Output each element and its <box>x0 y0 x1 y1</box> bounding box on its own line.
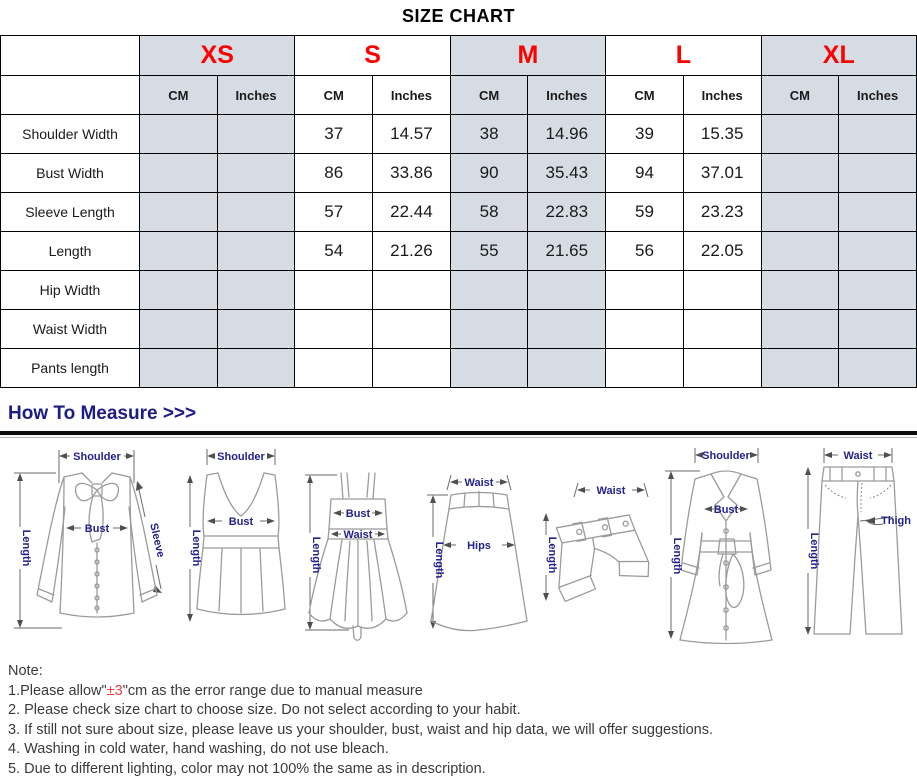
dress-outline <box>309 473 407 640</box>
pants-outline <box>814 467 902 634</box>
size-value-cell <box>606 310 684 349</box>
corner-cell <box>1 36 140 76</box>
notes-heading: Note: <box>8 662 909 682</box>
size-value-cell: 59 <box>606 193 684 232</box>
size-value-cell <box>839 115 917 154</box>
size-value-cell <box>839 193 917 232</box>
row-label: Shoulder Width <box>1 115 140 154</box>
size-value-cell <box>140 310 218 349</box>
size-value-cell <box>683 349 761 388</box>
size-value-cell <box>839 271 917 310</box>
size-value-cell <box>839 349 917 388</box>
size-value-cell: 37.01 <box>683 154 761 193</box>
size-value-cell <box>295 349 373 388</box>
size-value-cell <box>295 271 373 310</box>
dress-waist-label: Waist <box>344 529 373 541</box>
corner-cell <box>1 76 140 115</box>
size-value-cell: 33.86 <box>373 154 451 193</box>
note-item-5: 5. Due to different lighting, color may not 100% the same as in description. <box>8 760 909 779</box>
size-value-cell <box>217 232 295 271</box>
coat-length-label: Length <box>671 538 683 575</box>
size-value-cell <box>839 232 917 271</box>
size-value-cell <box>528 310 606 349</box>
row-label: Bust Width <box>1 154 140 193</box>
shorts-outline <box>548 512 653 602</box>
size-value-cell: 54 <box>295 232 373 271</box>
size-value-cell <box>140 349 218 388</box>
unit-header-inches: Inches <box>217 76 295 115</box>
unit-header-inches: Inches <box>373 76 451 115</box>
note-item-4: 4. Washing in cold water, hand washing, do not use bleach. <box>8 740 909 760</box>
size-value-cell <box>683 271 761 310</box>
note-item-2: 2. Please check size chart to choose size. Do not select according to your habit. <box>8 701 909 721</box>
pants-length-label: Length <box>808 533 820 570</box>
blouse-bust-label: Bust <box>85 523 110 535</box>
size-value-cell: 35.43 <box>528 154 606 193</box>
shorts-waist-label: Waist <box>597 485 626 497</box>
size-value-cell <box>295 310 373 349</box>
coat-outline <box>680 471 772 644</box>
size-value-cell: 15.35 <box>683 115 761 154</box>
size-value-cell <box>140 154 218 193</box>
dress-length-label: Length <box>310 537 322 574</box>
size-value-cell: 37 <box>295 115 373 154</box>
size-table <box>0 35 917 388</box>
unit-header-inches: Inches <box>839 76 917 115</box>
size-header-row <box>1 36 917 76</box>
coat-diagram <box>655 443 797 648</box>
blouse-outline <box>37 473 157 617</box>
tank-top-diagram <box>177 443 297 641</box>
unit-header-cm: CM <box>606 76 684 115</box>
size-value-cell: 14.96 <box>528 115 606 154</box>
note-item-3: 3. If still not sure about size, please leave us your shoulder, bust, waist and hip data, we will offer suggestions. <box>8 721 909 741</box>
row-label: Hip Width <box>1 271 140 310</box>
size-value-cell <box>761 271 839 310</box>
size-value-cell: 23.23 <box>683 193 761 232</box>
shorts-length-label: Length <box>546 537 558 574</box>
size-value-cell <box>839 154 917 193</box>
row-label: Length <box>1 232 140 271</box>
size-value-cell <box>217 154 295 193</box>
size-value-cell <box>450 271 528 310</box>
size-value-cell <box>761 193 839 232</box>
coat-bust-label: Bust <box>713 504 738 516</box>
size-value-cell <box>683 310 761 349</box>
size-value-cell <box>528 349 606 388</box>
blouse-sleeve-label: Sleeve <box>147 522 167 559</box>
note1-suffix: "cm as the error range due to manual measure <box>123 683 423 699</box>
blouse-diagram <box>4 443 176 641</box>
coat-shoulder-label: Shoulder <box>702 450 750 462</box>
size-value-cell <box>761 349 839 388</box>
unit-header-inches: Inches <box>528 76 606 115</box>
blouse-measure-arrows <box>14 450 162 628</box>
tank-bust-label: Bust <box>228 516 253 528</box>
row-label: Pants length <box>1 349 140 388</box>
measurement-row <box>1 232 917 271</box>
size-value-cell: 22.05 <box>683 232 761 271</box>
pants-diagram <box>797 443 913 648</box>
measurement-row <box>1 271 917 310</box>
size-header-s: S <box>295 36 450 76</box>
size-value-cell: 22.83 <box>528 193 606 232</box>
size-value-cell: 94 <box>606 154 684 193</box>
notes-section <box>0 655 917 779</box>
size-value-cell: 22.44 <box>373 193 451 232</box>
size-value-cell <box>373 271 451 310</box>
size-value-cell <box>761 115 839 154</box>
size-value-cell <box>761 310 839 349</box>
note1-tolerance: ±3 <box>107 683 123 699</box>
row-label: Waist Width <box>1 310 140 349</box>
size-value-cell <box>217 349 295 388</box>
size-value-cell <box>217 310 295 349</box>
page-title: SIZE CHART <box>0 0 917 35</box>
size-value-cell <box>528 271 606 310</box>
size-value-cell: 57 <box>295 193 373 232</box>
measurement-row <box>1 193 917 232</box>
unit-header-cm: CM <box>295 76 373 115</box>
blouse-length-label: Length <box>20 530 32 567</box>
size-value-cell <box>450 310 528 349</box>
tank-length-label: Length <box>190 530 202 567</box>
row-label: Sleeve Length <box>1 193 140 232</box>
unit-header-cm: CM <box>761 76 839 115</box>
tank-shoulder-label: Shoulder <box>217 451 265 463</box>
size-value-cell <box>140 115 218 154</box>
size-value-cell <box>450 349 528 388</box>
measurement-row <box>1 349 917 388</box>
size-value-cell <box>140 193 218 232</box>
measurement-row <box>1 310 917 349</box>
size-value-cell: 38 <box>450 115 528 154</box>
size-value-cell <box>217 193 295 232</box>
measurement-row <box>1 115 917 154</box>
shorts-diagram <box>532 477 654 629</box>
unit-header-cm: CM <box>140 76 218 115</box>
size-value-cell <box>761 154 839 193</box>
size-header-xs: XS <box>140 36 295 76</box>
size-value-cell: 14.57 <box>373 115 451 154</box>
size-value-cell <box>839 310 917 349</box>
size-value-cell <box>140 271 218 310</box>
unit-header-cm: CM <box>450 76 528 115</box>
size-value-cell: 39 <box>606 115 684 154</box>
slip-dress-diagram <box>297 455 419 653</box>
skirt-hips-label: Hips <box>467 540 491 552</box>
size-value-cell <box>606 349 684 388</box>
size-header-l: L <box>606 36 761 76</box>
size-value-cell <box>140 232 218 271</box>
size-value-cell <box>606 271 684 310</box>
divider-rule <box>0 431 917 438</box>
size-header-m: M <box>450 36 605 76</box>
size-value-cell <box>217 115 295 154</box>
size-value-cell: 21.26 <box>373 232 451 271</box>
tank-outline <box>197 473 285 615</box>
unit-header-row <box>1 76 917 115</box>
note-item-1 <box>8 682 909 702</box>
unit-header-inches: Inches <box>683 76 761 115</box>
size-value-cell <box>373 349 451 388</box>
size-value-cell: 21.65 <box>528 232 606 271</box>
pants-thigh-label: Thigh <box>881 515 911 527</box>
pants-waist-label: Waist <box>844 450 873 462</box>
skirt-waist-label: Waist <box>464 477 493 489</box>
how-to-measure-title: How To Measure >>> <box>0 388 917 431</box>
size-value-cell: 56 <box>606 232 684 271</box>
size-value-cell <box>373 310 451 349</box>
size-value-cell <box>761 232 839 271</box>
size-header-xl: XL <box>761 36 916 76</box>
size-value-cell: 90 <box>450 154 528 193</box>
dress-bust-label: Bust <box>346 508 371 520</box>
skirt-diagram <box>420 469 532 641</box>
note1-prefix: 1.Please allow" <box>8 683 107 699</box>
skirt-length-label: Length <box>433 542 445 579</box>
measurement-row <box>1 154 917 193</box>
measure-diagrams <box>0 438 917 655</box>
size-value-cell <box>217 271 295 310</box>
size-value-cell: 55 <box>450 232 528 271</box>
blouse-shoulder-label: Shoulder <box>73 451 121 463</box>
size-value-cell: 58 <box>450 193 528 232</box>
size-value-cell: 86 <box>295 154 373 193</box>
